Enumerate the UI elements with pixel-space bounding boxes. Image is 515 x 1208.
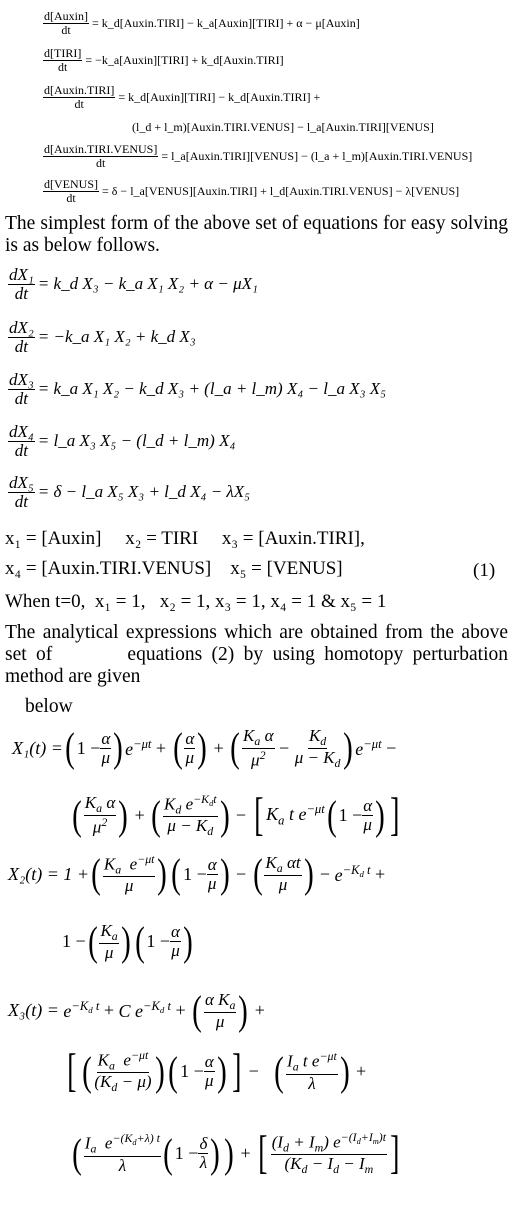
simplified-eq-3: [8, 371, 386, 408]
solution-x3-line3: ( $\frac{I_a e^{-(K_d+\lambda) t}}{\lambda}$ ( 1 − $\frac{\delta}{\lambda}$ ) ) + [ $\frac{(I_d + I_m) e^{-(I_d+I_m)t}}{(K_d - I_d - I_m}$ ]: [70, 1130, 403, 1177]
simplified-eq-1: [8, 266, 258, 303]
paren-group: ( $\frac{\alpha}{\mu}$ ): [172, 724, 208, 771]
eq-rhs: = −k_a X₁ X₂ + k_d X₃: [37, 327, 196, 347]
model-eq-2: [43, 47, 284, 73]
solution-x2-line2: 1 − ( $\frac{K_a}{\mu}$ ) ( 1 − $\frac{\alpha}{\mu}$ ): [62, 921, 195, 962]
eq-numerator: d[Auxin]: [44, 9, 88, 23]
eq-denominator: dt: [14, 491, 29, 511]
eq-rhs: = −k_a[Auxin][TIRI] + k_d[Auxin.TIRI]: [85, 52, 284, 67]
paren-group: ( 1 − $\frac{\alpha}{\mu}$ ): [171, 850, 230, 897]
paren-group: ( $\frac{K_a \alpha}{\mu^2}$ ): [72, 791, 129, 838]
intro-paragraph: The simplest form of the above set of equations for easy solving is as below follows.: [5, 213, 508, 256]
eq-numerator: d[Auxin.TIRI.VENUS]: [44, 142, 158, 156]
eq-denominator: dt: [66, 190, 76, 205]
eq-numerator: dX₃: [9, 370, 34, 389]
model-eq-3: [43, 84, 320, 110]
initial-conditions: When t=0, x₁ = 1, x₂ = 1, x₃ = 1, x₄ = 1 & x₅ = 1: [5, 591, 387, 612]
model-eq-1: [43, 10, 360, 36]
eq-denominator: dt: [14, 336, 29, 356]
eq-numerator: d[Auxin.TIRI]: [44, 83, 115, 97]
eq-denominator: dt: [14, 440, 29, 460]
eq-rhs: = k_d[Auxin][TIRI] − k_d[Auxin.TIRI] +: [118, 89, 321, 104]
eq-numerator: dX₄: [9, 422, 34, 441]
eq-denominator: dt: [14, 388, 29, 408]
bracket-group: [ $\frac{(I_d + I_m) e^{-(I_d+I_m)t}}{(K_d - I_d - I_m}$ ]: [258, 1127, 400, 1179]
eq-denominator: dt: [95, 155, 106, 170]
paren-group: ( $\frac{K_d e^{-K_dt}}{\mu - K_d}$ ): [151, 791, 230, 839]
eq-rhs: = δ − l_a X₅ X₃ + l_d X₄ − λX₅: [37, 482, 251, 502]
model-eq-3-cont: (l_d + l_m)[Auxin.TIRI.VENUS] − l_a[Auxin.TIRI][VENUS]: [132, 120, 434, 134]
eq-numerator: d[TIRI]: [44, 46, 82, 60]
solution-x3-line1: X₃(t) = $e^{-K_d t}$ + C $e^{-K_d t}$ + ( $\frac{\alpha K_a}{\mu}$ ) +: [8, 987, 265, 1033]
definitions-line-1: x₁ = [Auxin] x₂ = TIRI x₃ = [Auxin.TIRI],: [5, 528, 365, 549]
bracket-group: [ ( $\frac{K_a e^{-\mu t}}{(K_d - \mu)}$ ) ( 1 − $\frac{\alpha}{\mu}$ ) ]: [67, 1045, 241, 1097]
eq-denominator: dt: [74, 96, 84, 111]
paren-group: ( $\frac{I_a t e^{-\mu t}}{\lambda}$ ): [274, 1047, 350, 1094]
solution-x1-label: X₁(t) =: [12, 737, 63, 758]
model-eq-4: [43, 143, 472, 169]
eq-rhs: = k_d[Auxin.TIRI] − k_a[Auxin][TIRI] + α − μ[Auxin]: [92, 15, 360, 30]
paren-group: ( 1 − $\frac{\alpha}{\mu}$ ): [64, 724, 124, 771]
paren-group: ( $\frac{K_a e^{-\mu t}}{\mu}$ ): [91, 850, 168, 897]
definitions-line-2: x₄ = [Auxin.TIRI.VENUS] x₅ = [VENUS]: [5, 558, 343, 579]
analytic-paragraph: The analytical expressions which are obtained from the above set of equations (2) by using homotopy perturbation method are given: [5, 622, 513, 687]
paren-group: ( $\frac{K_a}{\mu}$ ): [87, 918, 131, 964]
simplified-eq-5: [8, 474, 250, 511]
eq-denominator: dt: [57, 59, 68, 74]
eq-rhs: = k_a X₁ X₂ − k_d X₃ + (l_a + l_m) X₄ − l_a X₃ X₅: [37, 379, 387, 399]
eq-numerator: dX₂: [9, 318, 34, 337]
eq-numerator: d[VENUS]: [44, 177, 98, 191]
paren-group: ( $\frac{K_a \alpha t}{\mu}$ ): [252, 850, 314, 897]
paren-group: ( $\frac{\alpha K_a}{\mu}$ ): [192, 987, 249, 1033]
solution-x3-line2: [ ( $\frac{K_a e^{-\mu t}}{(K_d - \mu)}$ ) ( 1 − $\frac{\alpha}{\mu}$ ) ] − ( $\frac{I_a t e^{-\mu t}}{\lambda}$ ) +: [64, 1048, 366, 1095]
eq-numerator: dX₅: [9, 473, 34, 492]
paren-group: ( $\frac{K_a \alpha}{\mu^2}$ − $\frac{K_d}{\mu - K_d}$ ): [230, 724, 354, 771]
paren-group: ( $\frac{I_a e^{-(K_d+\lambda) t}}{\lambda}$ ( 1 − $\frac{\delta}{\lambda}$ ) ): [72, 1129, 234, 1176]
paren-group: ( 1 − $\frac{\alpha}{\mu}$ ): [134, 918, 193, 964]
eq-rhs: = k_d X₃ − k_a X₁ X₂ + α − μX₁: [37, 274, 258, 294]
eq-rhs: = δ − l_a[VENUS][Auxin.TIRI] + l_d[Auxin.TIRI.VENUS] − λ[VENUS]: [102, 183, 460, 198]
solution-x1-line2: ( $\frac{K_a \alpha}{\mu^2}$ ) + ( $\frac{K_d e^{-K_dt}}{\mu - K_d}$ ) − [ $K_a$ t $e^{-\mu t}$ ( 1 − $\frac{\alpha}{\mu}$ ) ]: [70, 792, 403, 839]
eq-denominator: dt: [61, 22, 71, 37]
eq-denominator: dt: [14, 283, 29, 303]
solution-x3-label: X₃(t) =: [8, 1000, 59, 1021]
solution-x2-line1: X₂(t) = 1 + ( $\frac{K_a e^{-\mu t}}{\mu}$ ) ( 1 − $\frac{\alpha}{\mu}$ ) − ( $\frac{K_a \alpha t}{\mu}$ ) − $e^{-K_d t}$ +: [8, 850, 386, 897]
solution-x2-label: X₂(t) = 1 +: [8, 863, 90, 884]
eq-rhs: = l_a X₃ X₅ − (l_d + l_m) X₄: [37, 431, 236, 451]
simplified-eq-4: [8, 423, 235, 460]
eq-numerator: dX₁: [9, 265, 34, 284]
bracket-group: [ $K_a$ t $e^{-\mu t}$ ( 1 − $\frac{\alpha}{\mu}$ ) ]: [253, 789, 400, 841]
analytic-paragraph-tail: below: [25, 696, 73, 717]
solution-x1-line1: X₁(t) = ( 1 − $\frac{\alpha}{\mu}$ ) $e^{-\mu t}$ + ( $\frac{\alpha}{\mu}$ ) + ( $\frac{K_a \alpha}{\mu^2}$ − $\frac{K_d}{\mu - K_d}$ ) $e^{-\mu t}$ −: [12, 724, 397, 771]
equation-number: (1): [473, 560, 496, 581]
simplified-eq-2: [8, 319, 196, 356]
eq-rhs: = l_a[Auxin.TIRI][VENUS] − (l_a + l_m)[Auxin.TIRI.VENUS]: [161, 148, 473, 163]
model-eq-5: [43, 178, 459, 204]
